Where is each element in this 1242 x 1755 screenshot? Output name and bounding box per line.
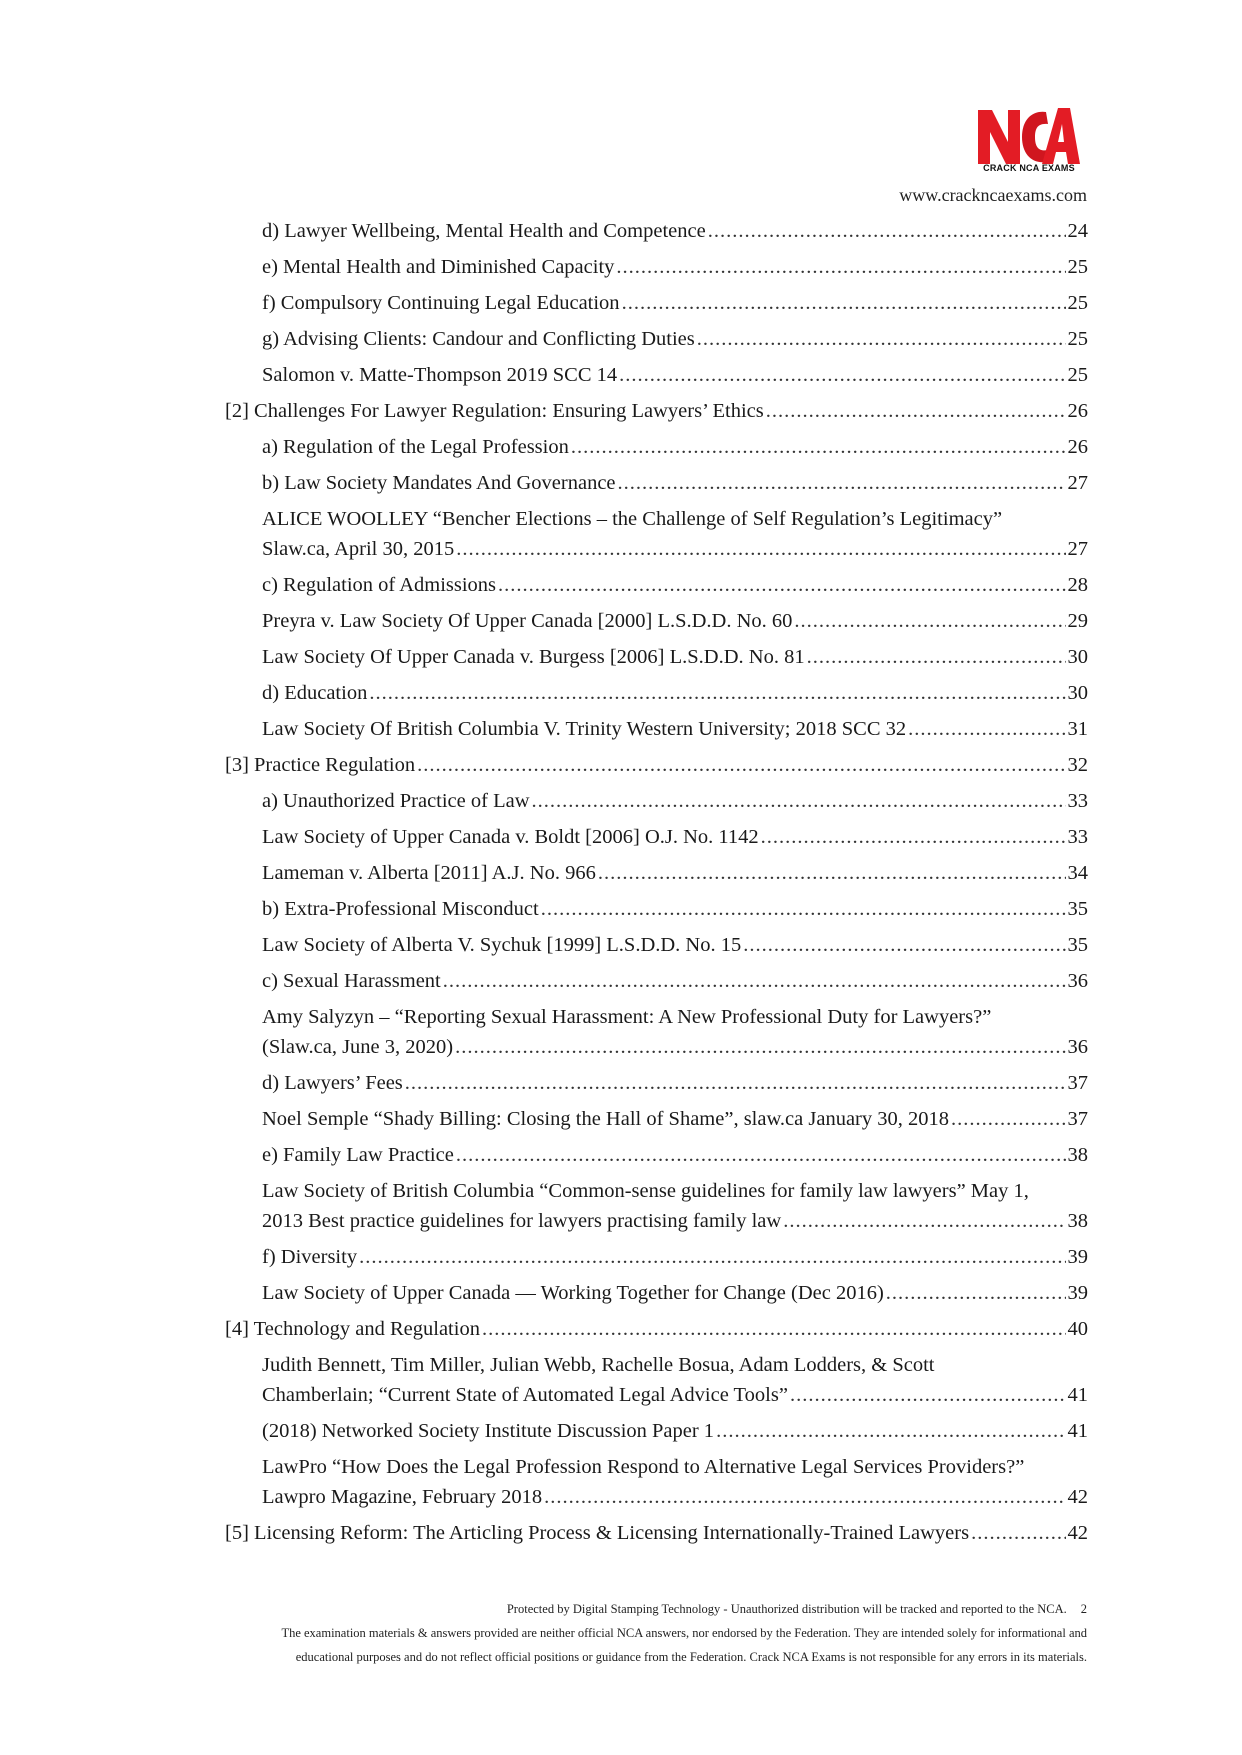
toc-dot-leader [783,1206,1065,1236]
toc-entry-title: b) Extra-Professional Misconduct [262,898,539,920]
toc-entry-row [262,1278,1088,1308]
toc-page-number: 36 [1067,970,1088,992]
toc-page-number: 27 [1067,538,1088,560]
toc-entry[interactable] [225,894,1088,924]
toc-page-number: 27 [1067,472,1088,494]
toc-page-number: 30 [1067,646,1088,668]
toc-page-number: 38 [1067,1210,1088,1232]
svg-text:NCA: NCA [1028,116,1031,117]
toc-dot-leader [532,786,1066,816]
toc-entry[interactable] [225,714,1088,744]
toc-entry-row [262,324,1088,354]
toc-entry[interactable] [225,1350,1088,1410]
toc-entry[interactable] [225,1104,1088,1134]
toc-dot-leader [716,1416,1065,1446]
toc-entry[interactable] [225,396,1088,426]
toc-page-number: 38 [1067,1144,1088,1166]
toc-entry-title: [4] Technology and Regulation [225,1318,480,1340]
toc-entry-title: Slaw.ca, April 30, 2015 [262,538,455,560]
footer-protection-notice [87,1602,1087,1617]
toc-page-number: 29 [1067,610,1088,632]
toc-entry[interactable] [225,858,1088,888]
toc-entry-row [262,570,1088,600]
toc-dot-leader [971,1518,1065,1548]
toc-entry[interactable] [225,1068,1088,1098]
site-url[interactable]: www.crackncaexams.com [899,185,1087,205]
toc-dot-leader [456,534,1065,564]
toc-page-number: 24 [1067,220,1088,242]
nca-logo-icon [976,106,1082,166]
toc-dot-leader [541,894,1066,924]
toc-entry-title: 2013 Best practice guidelines for lawyers practising family law [262,1210,782,1232]
toc-entry[interactable] [225,468,1088,498]
toc-entry-row [225,750,1088,780]
toc-entry-row [262,930,1088,960]
toc-entry[interactable] [225,1002,1088,1062]
toc-page-number: 25 [1067,328,1088,350]
toc-entry-row [262,1242,1088,1272]
toc-dot-leader [619,360,1065,390]
toc-entry[interactable] [225,504,1088,564]
toc-dot-leader [622,288,1066,318]
toc-page-number: 33 [1067,790,1088,812]
toc-entry-row [262,1416,1088,1446]
toc-page-number: 41 [1067,1384,1088,1406]
toc-entry[interactable] [225,786,1088,816]
toc-entry-row [262,1380,1088,1410]
toc-page-number: 25 [1067,256,1088,278]
toc-page-number: 25 [1067,292,1088,314]
toc-entry[interactable] [225,822,1088,852]
toc-entry-title: e) Family Law Practice [262,1144,454,1166]
toc-entry-row [262,642,1088,672]
toc-entry-row [225,1518,1088,1548]
toc-entry-title: Lameman v. Alberta [2011] A.J. No. 966 [262,862,596,884]
toc-entry-title: f) Diversity [262,1246,358,1268]
toc-page-number: 30 [1067,682,1088,704]
toc-dot-leader [359,1242,1065,1272]
toc-entry[interactable] [225,1176,1088,1236]
toc-entry-row [262,1032,1088,1062]
toc-page-number: 34 [1067,862,1088,884]
toc-page-number: 31 [1067,718,1088,740]
toc-entry-row [262,1068,1088,1098]
toc-dot-leader [498,570,1065,600]
toc-entry[interactable] [225,1416,1088,1446]
toc-dot-leader [443,966,1066,996]
toc-dot-leader [455,1032,1065,1062]
toc-entry[interactable] [225,360,1088,390]
toc-entry-title: Law Society of Upper Canada v. Boldt [2006] O.J. No. 1142 [262,826,759,848]
toc-page-number: 39 [1067,1282,1088,1304]
toc-entry-row [262,966,1088,996]
toc-entry-row [262,534,1088,564]
footer-disclaimer-line-2: educational purposes and do not reflect official positions or guidance from the Federation. Crack NCA Exams is not responsible for any errors in its materials. [295,1650,1087,1664]
toc-page-number: 36 [1067,1036,1088,1058]
footer-disclaimer-line-1: The examination materials & answers provided are neither official NCA answers, nor endorsed by the Federation. They are intended solely for informational and [281,1626,1087,1640]
toc-entry-row [225,1314,1088,1344]
toc-dot-leader [618,468,1066,498]
toc-dot-leader [708,216,1066,246]
toc-dot-leader [794,606,1065,636]
toc-entry-title: Lawpro Magazine, February 2018 [262,1486,543,1508]
toc-entry-title: (2018) Networked Society Institute Discussion Paper 1 [262,1420,715,1442]
toc-entry-title: Law Society of Upper Canada — Working Together for Change (Dec 2016) [262,1282,884,1304]
toc-entry-row [262,216,1088,246]
toc-entry[interactable] [225,570,1088,600]
toc-dot-leader [908,714,1065,744]
toc-entry-row [225,396,1088,426]
toc-entry[interactable] [225,678,1088,708]
toc-entry[interactable] [225,1314,1088,1344]
toc-page-number: 33 [1067,826,1088,848]
toc-dot-leader [951,1104,1065,1134]
toc-entry-title: a) Regulation of the Legal Profession [262,436,569,458]
toc-entry[interactable] [225,432,1088,462]
toc-entry[interactable] [225,1140,1088,1170]
toc-entry-title: Noel Semple “Shady Billing: Closing the Hall of Shame”, slaw.ca January 30, 2018 [262,1108,950,1130]
toc-entry[interactable] [225,252,1088,282]
toc-entry-row [262,1482,1088,1512]
toc-page-number: 37 [1067,1108,1088,1130]
toc-entry[interactable] [225,930,1088,960]
toc-dot-leader [886,1278,1066,1308]
toc-entry-title: c) Sexual Harassment [262,970,441,992]
toc-dot-leader [417,750,1065,780]
protection-notice-text: Protected by Digital Stamping Technology - Unauthorized distribution will be tracked and reported to the NCA. [506,1602,1067,1616]
toc-entry[interactable] [225,216,1088,246]
toc-entry-row [262,432,1088,462]
toc-entry-title: b) Law Society Mandates And Governance [262,472,616,494]
toc-entry-title-line: ALICE WOOLLEY “Bencher Elections – the Challenge of Self Regulation’s Legitimacy” [262,508,1003,530]
toc-entry[interactable] [225,606,1088,636]
toc-entry-title: [5] Licensing Reform: The Articling Process & Licensing Internationally-Trained Lawyers [225,1522,970,1544]
toc-dot-leader [544,1482,1065,1512]
toc-dot-leader [766,396,1066,426]
toc-entry-title: e) Mental Health and Diminished Capacity [262,256,615,278]
logo-caption: CRACK NCA EXAMS [983,163,1075,173]
toc-entry[interactable] [225,750,1088,780]
toc-entry-row [262,468,1088,498]
toc-entry-row [262,1206,1088,1236]
toc-dot-leader [697,324,1066,354]
toc-entry-row [262,288,1088,318]
toc-page-number: 42 [1067,1522,1088,1544]
toc-entry[interactable] [225,1242,1088,1272]
toc-dot-leader [743,930,1065,960]
toc-entry[interactable] [225,288,1088,318]
toc-dot-leader [616,252,1065,282]
toc-entry-title: Law Society of Alberta V. Sychuk [1999] L.S.D.D. No. 15 [262,934,742,956]
toc-entry-row [262,606,1088,636]
toc-entry-title: [2] Challenges For Lawyer Regulation: Ensuring Lawyers’ Ethics [225,400,764,422]
toc-page-number: 35 [1067,934,1088,956]
toc-page-number: 41 [1067,1420,1088,1442]
toc-entry[interactable] [225,1518,1088,1548]
table-of-contents [225,216,1088,1554]
toc-entry-title: f) Compulsory Continuing Legal Education [262,292,620,314]
toc-page-number: 42 [1067,1486,1088,1508]
toc-dot-leader [482,1314,1066,1344]
toc-entry-title-line: LawPro “How Does the Legal Profession Respond to Alternative Legal Services Providers?” [262,1456,1025,1478]
toc-entry-title: d) Education [262,682,368,704]
toc-entry[interactable] [225,1452,1088,1512]
toc-entry-row [262,822,1088,852]
toc-entry-title: Chamberlain; “Current State of Automated Legal Advice Tools” [262,1384,788,1406]
toc-dot-leader [807,642,1066,672]
toc-dot-leader [369,678,1065,708]
toc-page-number: 37 [1067,1072,1088,1094]
toc-entry[interactable] [225,324,1088,354]
toc-entry-title: (Slaw.ca, June 3, 2020) [262,1036,454,1058]
toc-entry[interactable] [225,966,1088,996]
toc-entry-title: g) Advising Clients: Candour and Conflicting Duties [262,328,695,350]
toc-entry-row [262,360,1088,390]
toc-entry-title: Law Society Of British Columbia V. Trinity Western University; 2018 SCC 32 [262,718,907,740]
toc-dot-leader [571,432,1066,462]
toc-dot-leader [405,1068,1066,1098]
toc-entry-row [262,1104,1088,1134]
toc-entry[interactable] [225,1278,1088,1308]
toc-entry-title: a) Unauthorized Practice of Law [262,790,530,812]
toc-page-number: 28 [1067,574,1088,596]
toc-page-number: 40 [1067,1318,1088,1340]
toc-entry-title: Salomon v. Matte-Thompson 2019 SCC 14 [262,364,618,386]
toc-entry-title-line: Law Society of British Columbia “Common-sense guidelines for family law lawyers” May 1, [262,1180,1029,1202]
page-number: 2 [1080,1602,1087,1616]
toc-entry-title: [3] Practice Regulation [225,754,416,776]
toc-entry-row [262,252,1088,282]
toc-entry-row [262,894,1088,924]
toc-page-number: 26 [1067,400,1088,422]
toc-dot-leader [761,822,1066,852]
toc-entry-title: d) Lawyer Wellbeing, Mental Health and Competence [262,220,706,242]
toc-entry-row [262,714,1088,744]
toc-dot-leader [456,1140,1066,1170]
toc-dot-leader [790,1380,1066,1410]
toc-entry[interactable] [225,642,1088,672]
toc-page-number: 39 [1067,1246,1088,1268]
toc-entry-row [262,678,1088,708]
toc-page-number: 35 [1067,898,1088,920]
toc-page-number: 25 [1067,364,1088,386]
toc-entry-title: c) Regulation of Admissions [262,574,497,596]
toc-entry-title: d) Lawyers’ Fees [262,1072,403,1094]
toc-entry-row [262,786,1088,816]
toc-dot-leader [598,858,1066,888]
toc-entry-title-line: Judith Bennett, Tim Miller, Julian Webb, Rachelle Bosua, Adam Lodders, & Scott [262,1354,935,1376]
toc-page-number: 32 [1067,754,1088,776]
toc-entry-row [262,858,1088,888]
toc-entry-title: Preyra v. Law Society Of Upper Canada [2000] L.S.D.D. No. 60 [262,610,793,632]
toc-entry-row [262,1140,1088,1170]
toc-page-number: 26 [1067,436,1088,458]
toc-entry-title: Law Society Of Upper Canada v. Burgess [2006] L.S.D.D. No. 81 [262,646,805,668]
toc-entry-title-line: Amy Salyzyn – “Reporting Sexual Harassment: A New Professional Duty for Lawyers?” [262,1006,992,1028]
